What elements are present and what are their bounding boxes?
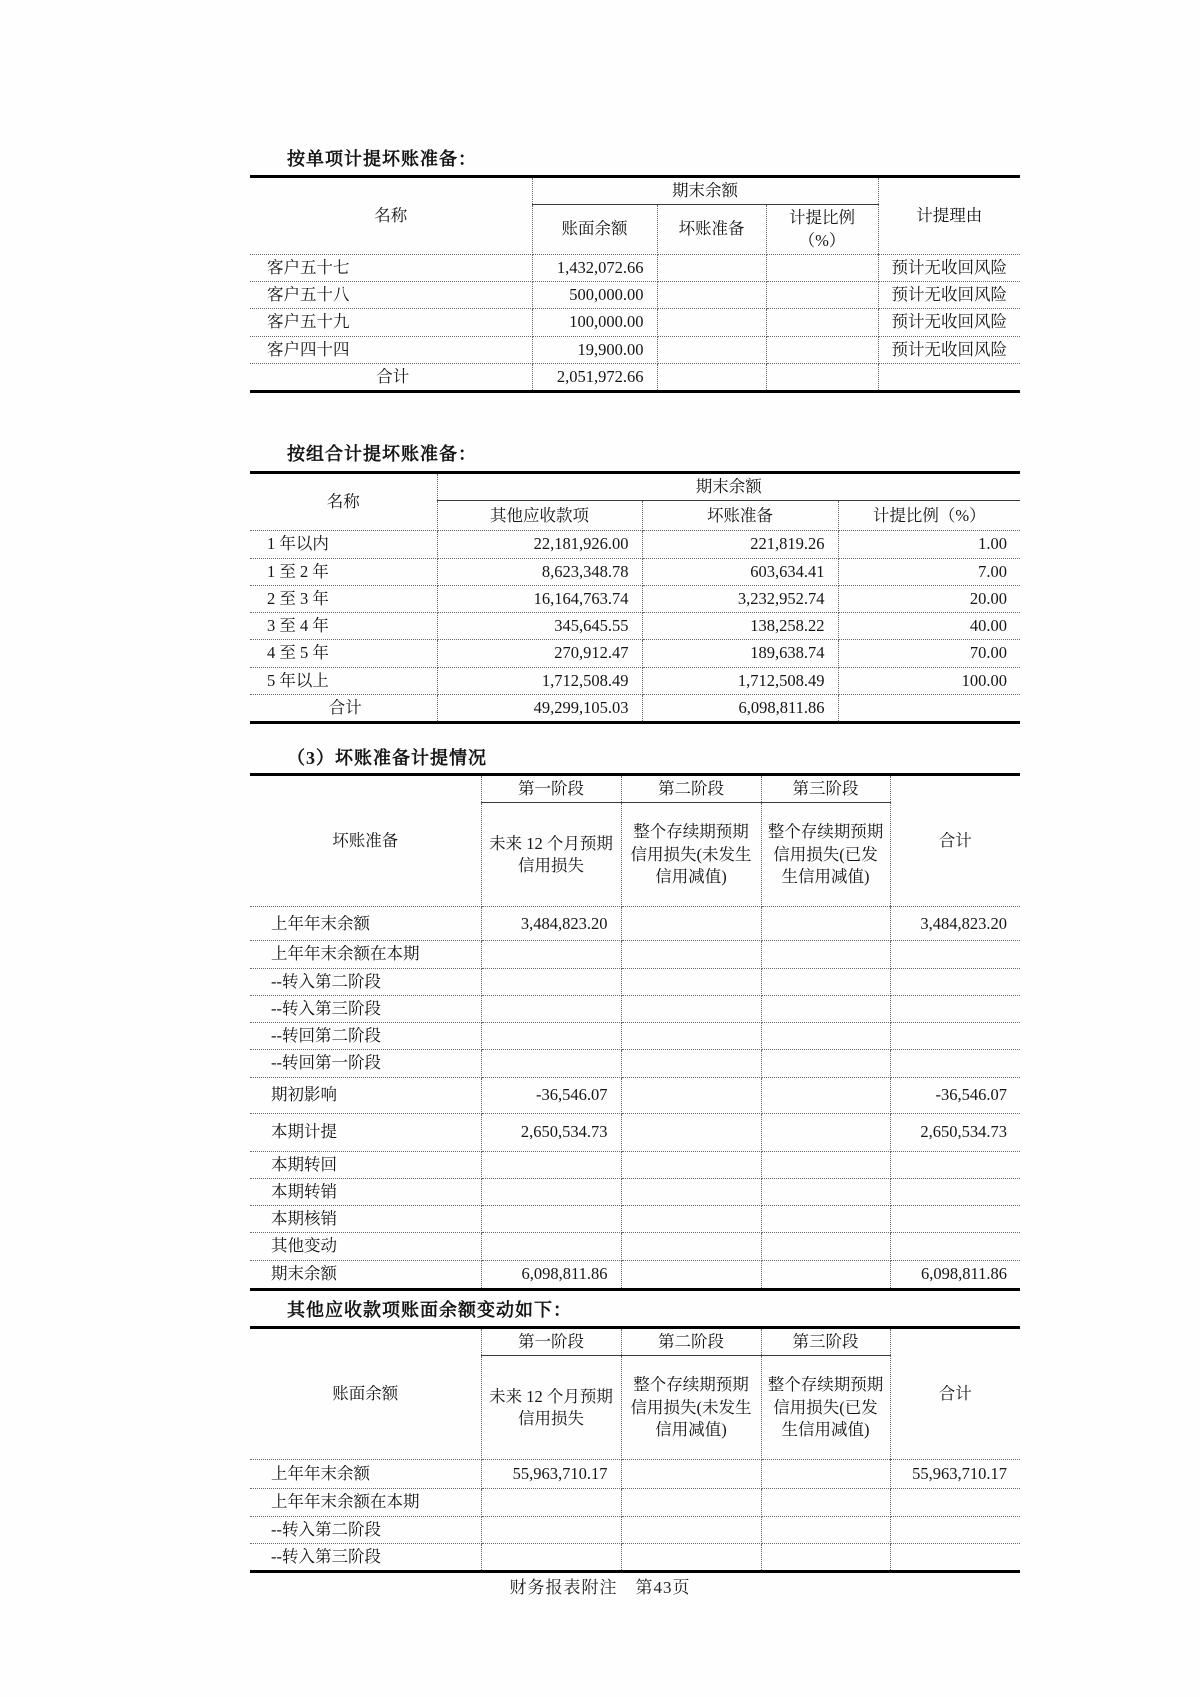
col-header-stage3-desc: 整个存续期预期信用损失(已发生信用减值)	[761, 1356, 890, 1460]
table-cell: 预计无收回风险	[878, 254, 1020, 281]
col-header-stage2-desc: 整个存续期预期信用损失(未发生信用减值)	[621, 803, 761, 907]
table-cell: 55,963,710.17	[481, 1460, 621, 1489]
table-cell	[890, 1151, 1020, 1178]
table-cell	[481, 1543, 621, 1571]
table-row	[250, 336, 1020, 363]
table-row	[250, 694, 1020, 722]
table-row	[250, 613, 1020, 640]
table-cell	[761, 968, 890, 995]
table-cell	[481, 1516, 621, 1543]
table-cell	[621, 1460, 761, 1489]
page-footer: 财务报表附注 第43页	[509, 1578, 691, 1597]
table-cell	[621, 1113, 761, 1151]
table-cell: 500,000.00	[532, 282, 657, 309]
table-cell	[481, 1489, 621, 1516]
col-header-period-end: 期末余额	[532, 177, 878, 205]
table-cell	[761, 1050, 890, 1077]
table-cell: 6,098,811.86	[642, 694, 838, 722]
table-row	[250, 282, 1020, 309]
table-cell: --转回第一阶段	[250, 1050, 481, 1077]
col-header-stage3-desc: 整个存续期预期信用损失(已发生信用减值)	[761, 803, 890, 907]
table-cell	[761, 1077, 890, 1113]
table-cell	[890, 995, 1020, 1022]
table-cell: 189,638.74	[642, 640, 838, 667]
col-header-ratio: 计提比例（%）	[838, 501, 1020, 531]
table-cell	[761, 995, 890, 1022]
table-cell	[761, 1023, 890, 1050]
table-cell: 2 至 3 年	[250, 585, 437, 612]
table-row	[250, 1151, 1020, 1178]
group-provision-table	[250, 471, 1020, 724]
table-cell	[621, 1233, 761, 1260]
table-cell: 客户五十八	[250, 282, 532, 309]
table-row	[250, 640, 1020, 667]
table-cell	[621, 1489, 761, 1516]
col-header-name: 名称	[250, 177, 532, 255]
table-row	[250, 1023, 1020, 1050]
table-cell	[481, 1023, 621, 1050]
table-cell: 1 年以内	[250, 531, 437, 558]
table-cell	[890, 1050, 1020, 1077]
table-cell: 其他变动	[250, 1233, 481, 1260]
table-cell: 预计无收回风险	[878, 309, 1020, 336]
col-header-stage1: 第一阶段	[481, 775, 621, 803]
table-cell	[621, 1178, 761, 1205]
col-header-stage3: 第三阶段	[761, 1328, 890, 1356]
col-header-bad-debt: 坏账准备	[642, 501, 838, 531]
table-row	[250, 1543, 1020, 1571]
col-header-book-balance: 账面余额	[532, 205, 657, 255]
table-cell: 2,650,534.73	[890, 1113, 1020, 1151]
table-cell	[761, 1543, 890, 1571]
col-header-total: 合计	[890, 1328, 1020, 1460]
table-row	[250, 254, 1020, 281]
table-row	[250, 1489, 1020, 1516]
table-cell: --转入第二阶段	[250, 1516, 481, 1543]
table-cell: -36,546.07	[481, 1077, 621, 1113]
table-cell	[481, 941, 621, 968]
table-cell	[621, 1543, 761, 1571]
table-cell	[481, 1233, 621, 1260]
table-cell: 603,634.41	[642, 558, 838, 585]
col-header-total: 合计	[890, 775, 1020, 907]
table-cell: --转入第三阶段	[250, 1543, 481, 1571]
group-provision-title: 按组合计提坏账准备：	[287, 444, 477, 464]
table-cell: 合计	[250, 694, 437, 722]
table-cell	[761, 1178, 890, 1205]
table-cell	[890, 1178, 1020, 1205]
table-cell	[890, 1023, 1020, 1050]
table-cell: 270,912.47	[437, 640, 642, 667]
individual-provision-title: 按单项计提坏账准备：	[287, 149, 477, 169]
table-cell	[621, 968, 761, 995]
table-cell	[481, 995, 621, 1022]
table-cell: 客户五十七	[250, 254, 532, 281]
table-row	[250, 558, 1020, 585]
table-cell: 3,484,823.20	[890, 907, 1020, 941]
table-cell	[838, 694, 1020, 722]
table-cell: 1,712,508.49	[642, 667, 838, 694]
provision-changes-title: （3）坏账准备计提情况	[287, 748, 487, 768]
table-row	[250, 1050, 1020, 1077]
table-cell	[766, 336, 878, 363]
table-cell: 本期转回	[250, 1151, 481, 1178]
table-cell: 22,181,926.00	[437, 531, 642, 558]
col-header-stage2-desc: 整个存续期预期信用损失(未发生信用减值)	[621, 1356, 761, 1460]
table-cell	[890, 1233, 1020, 1260]
table-cell: 16,164,763.74	[437, 585, 642, 612]
table-cell: 55,963,710.17	[890, 1460, 1020, 1489]
table-cell: 6,098,811.86	[920, 1264, 1007, 1284]
table-cell	[481, 1050, 621, 1077]
table-cell: 100,000.00	[532, 309, 657, 336]
col-header-stage1-desc: 未来 12 个月预期信用损失	[481, 803, 621, 907]
table-cell	[766, 282, 878, 309]
table-row	[250, 941, 1020, 968]
table-cell	[481, 1206, 621, 1233]
table-cell	[657, 363, 766, 391]
table-cell	[621, 941, 761, 968]
table-cell	[481, 1178, 621, 1205]
table-cell	[657, 336, 766, 363]
table-cell: 345,645.55	[437, 613, 642, 640]
col-header-name: 名称	[250, 473, 437, 531]
table-cell: 预计无收回风险	[878, 282, 1020, 309]
table-cell	[766, 363, 878, 391]
table-cell	[761, 1233, 890, 1260]
col-header-bad-debt: 坏账准备	[657, 205, 766, 255]
table-cell	[761, 1489, 890, 1516]
col-header-stage2: 第二阶段	[621, 775, 761, 803]
table-cell	[890, 941, 1020, 968]
table-cell: 5 年以上	[250, 667, 437, 694]
table-cell: --转回第二阶段	[250, 1023, 481, 1050]
table-row	[250, 1260, 1020, 1289]
table-cell: 合计	[250, 363, 532, 391]
table-cell	[766, 254, 878, 281]
table-cell	[481, 968, 621, 995]
table-cell: 上年年末余额在本期	[250, 1489, 481, 1516]
table-row	[250, 309, 1020, 336]
table-row	[250, 1113, 1020, 1151]
table-cell	[890, 968, 1020, 995]
table-row	[250, 1233, 1020, 1260]
table-row	[250, 1460, 1020, 1489]
table-cell	[890, 1516, 1020, 1543]
table-cell	[761, 1206, 890, 1233]
table-cell: 3,232,952.74	[642, 585, 838, 612]
table-row	[250, 1206, 1020, 1233]
table-row	[250, 907, 1020, 941]
col-header-row-label: 坏账准备	[250, 775, 481, 907]
table-cell	[657, 282, 766, 309]
table-cell	[890, 1543, 1020, 1571]
balance-changes-title: 其他应收款项账面余额变动如下：	[287, 1300, 572, 1320]
table-cell	[481, 1151, 621, 1178]
table-row	[250, 995, 1020, 1022]
table-cell	[621, 1516, 761, 1543]
table-cell: 138,258.22	[642, 613, 838, 640]
table-cell	[621, 907, 761, 941]
table-cell: -36,546.07	[890, 1077, 1020, 1113]
table-cell: 2,051,972.66	[532, 363, 657, 391]
table-cell	[621, 1077, 761, 1113]
table-row	[250, 1077, 1020, 1113]
table-row	[250, 1516, 1020, 1543]
col-header-reason: 计提理由	[878, 177, 1020, 255]
balance-changes-table	[250, 1326, 1020, 1573]
table-row	[250, 1178, 1020, 1205]
table-cell: 7.00	[838, 558, 1020, 585]
table-cell: 本期计提	[250, 1113, 481, 1151]
table-row	[250, 585, 1020, 612]
table-cell: 1 至 2 年	[250, 558, 437, 585]
table-cell	[878, 363, 1020, 391]
table-cell: 49,299,105.03	[437, 694, 642, 722]
table-cell: 2,650,534.73	[481, 1113, 621, 1151]
table-row	[250, 667, 1020, 694]
table-cell: 本期核销	[250, 1206, 481, 1233]
table-cell	[621, 1260, 761, 1289]
table-cell	[890, 1489, 1020, 1516]
table-cell: --转入第三阶段	[250, 995, 481, 1022]
table-cell	[761, 1113, 890, 1151]
table-cell	[761, 1260, 890, 1289]
table-cell: 上年年末余额	[250, 1460, 481, 1489]
col-header-row-label: 账面余额	[250, 1328, 481, 1460]
table-cell: 6,098,811.86	[481, 1260, 621, 1289]
col-header-period-end: 期末余额	[437, 473, 1020, 501]
col-header-stage3: 第三阶段	[761, 775, 890, 803]
table-cell	[621, 1151, 761, 1178]
provision-changes-table	[250, 773, 1020, 1291]
table-cell: 8,623,348.78	[437, 558, 642, 585]
table-cell	[761, 941, 890, 968]
table-cell: 客户五十九	[250, 309, 532, 336]
table-cell: 期末余额	[250, 1260, 481, 1289]
col-header-stage1-desc: 未来 12 个月预期信用损失	[481, 1356, 621, 1460]
table-cell	[890, 1206, 1020, 1233]
table-cell	[657, 309, 766, 336]
table-cell: 70.00	[838, 640, 1020, 667]
table-cell: 上年年末余额	[250, 907, 481, 941]
table-cell	[766, 309, 878, 336]
col-header-ratio: 计提比例（%）	[766, 205, 878, 255]
col-header-stage2: 第二阶段	[621, 1328, 761, 1356]
table-cell	[621, 995, 761, 1022]
table-cell: 3 至 4 年	[250, 613, 437, 640]
table-cell	[621, 1206, 761, 1233]
table-cell	[761, 1516, 890, 1543]
table-cell: 3,484,823.20	[481, 907, 621, 941]
table-cell: 上年年末余额在本期	[250, 941, 481, 968]
table-cell: 客户四十四	[250, 336, 532, 363]
table-cell: 本期转销	[250, 1178, 481, 1205]
table-cell: 40.00	[838, 613, 1020, 640]
individual-provision-table	[250, 175, 1020, 393]
table-cell: 4 至 5 年	[250, 640, 437, 667]
table-cell: 1.00	[838, 531, 1020, 558]
table-row	[250, 968, 1020, 995]
table-cell	[657, 254, 766, 281]
table-cell: 期初影响	[250, 1077, 481, 1113]
col-header-other-receivables: 其他应收款项	[437, 501, 642, 531]
table-cell: 100.00	[838, 667, 1020, 694]
table-cell: 预计无收回风险	[878, 336, 1020, 363]
table-cell	[621, 1023, 761, 1050]
table-cell: 1,712,508.49	[437, 667, 642, 694]
table-cell: --转入第二阶段	[250, 968, 481, 995]
table-row	[250, 363, 1020, 391]
table-cell	[761, 907, 890, 941]
table-cell: 19,900.00	[532, 336, 657, 363]
table-cell: 1,432,072.66	[532, 254, 657, 281]
table-cell	[761, 1460, 890, 1489]
table-cell: 221,819.26	[642, 531, 838, 558]
table-row	[250, 531, 1020, 558]
table-cell: 20.00	[838, 585, 1020, 612]
table-cell	[761, 1151, 890, 1178]
table-cell	[621, 1050, 761, 1077]
col-header-stage1: 第一阶段	[481, 1328, 621, 1356]
